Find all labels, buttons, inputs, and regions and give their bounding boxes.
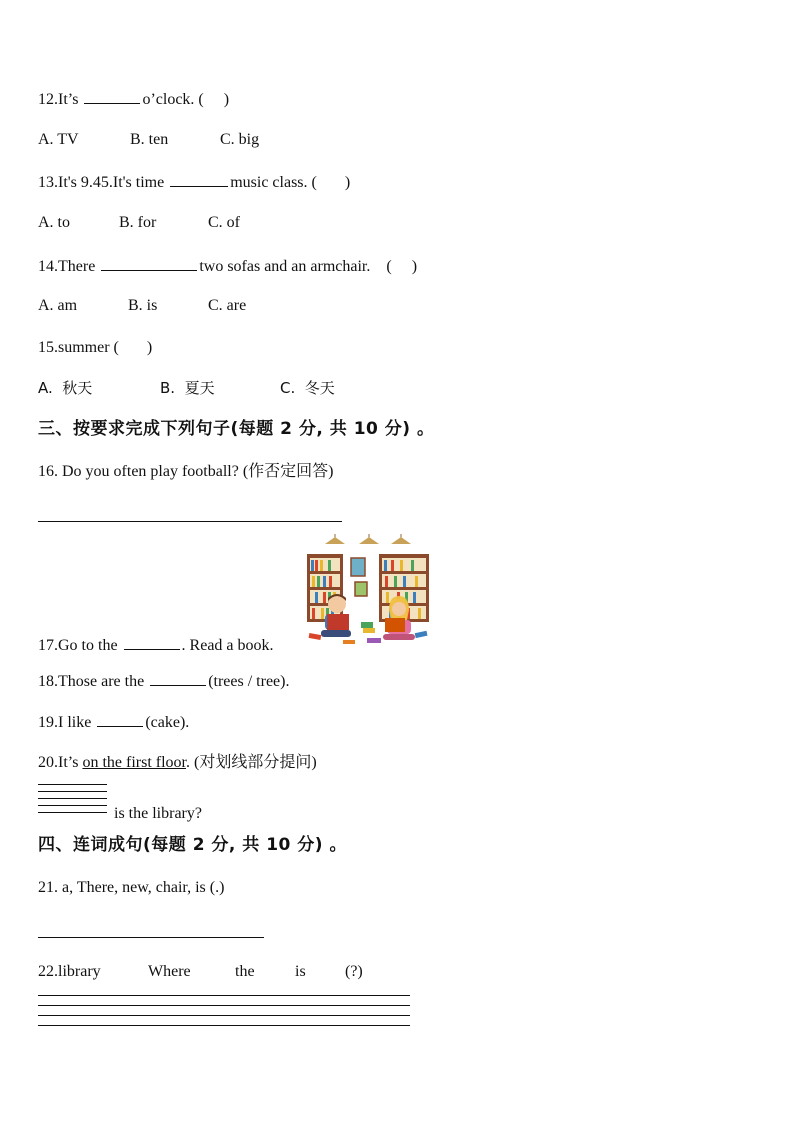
option-c: C. are: [208, 297, 247, 314]
word-card: Where: [148, 963, 191, 980]
answer-line[interactable]: [38, 937, 264, 938]
option-a: A. am: [38, 297, 78, 314]
section-4-heading: 四、连词成句(每题 2 分, 共 10 分) 。: [38, 835, 347, 855]
question-16: 16. Do you often play football? (作否定回答): [38, 463, 334, 480]
word-card: 22.library: [38, 963, 101, 980]
question-20-stem: 20.It’s: [38, 754, 83, 771]
answer-blank[interactable]: [101, 255, 197, 271]
question-20-tail: . (对划线部分提问): [186, 754, 317, 771]
answer-line[interactable]: [38, 784, 107, 785]
lamp-icon: [391, 534, 411, 544]
question-14-stem: 14.There: [38, 258, 100, 275]
question-17: [38, 634, 274, 656]
answer-line[interactable]: [38, 1025, 410, 1026]
question-18-tail: (trees / tree).: [208, 673, 290, 690]
question-14-tail: two sofas and an armchair. ( ): [199, 258, 418, 275]
question-17-tail: . Read a book.: [181, 637, 274, 654]
question-19: [38, 711, 189, 733]
answer-line[interactable]: [38, 805, 107, 806]
option-c: C. of: [208, 214, 240, 231]
word-card: is: [295, 963, 306, 980]
question-14: [38, 255, 417, 277]
section-3-heading: 三、按要求完成下列句子(每题 2 分, 共 10 分) 。: [38, 419, 435, 439]
answer-line[interactable]: [38, 1005, 410, 1006]
option-b: B. 夏天: [160, 379, 215, 397]
question-21: 21. a, There, new, chair, is (.): [38, 879, 225, 896]
question-18: [38, 670, 289, 692]
question-12: [38, 88, 229, 110]
answer-blank[interactable]: [170, 171, 228, 187]
answer-line[interactable]: [38, 521, 342, 522]
option-c: C. big: [220, 131, 260, 148]
question-12-tail: o’clock. ( ): [142, 91, 230, 108]
question-13-tail: music class. ( ): [230, 174, 351, 191]
lamp-icon: [359, 534, 379, 544]
lamp-icon: [325, 534, 345, 544]
question-13: [38, 171, 350, 193]
underlined-phrase: on the first floor: [82, 754, 186, 771]
question-20-answer-tail: is the library?: [114, 805, 202, 822]
answer-line[interactable]: [38, 798, 107, 799]
answer-line[interactable]: [38, 1015, 410, 1016]
answer-blank[interactable]: [150, 670, 206, 686]
question-12-stem: 12.It’s: [38, 91, 83, 108]
question-17-stem: 17.Go to the: [38, 637, 122, 654]
answer-blank[interactable]: [124, 634, 180, 650]
option-b: B. is: [128, 297, 158, 314]
question-19-tail: (cake).: [145, 714, 190, 731]
question-13-stem: 13.It's 9.45.It's time: [38, 174, 169, 191]
word-card: (?): [345, 963, 363, 980]
word-card: the: [235, 963, 255, 980]
question-15: 15.summer ( ): [38, 339, 153, 356]
question-18-stem: 18.Those are the: [38, 673, 149, 690]
question-20: [38, 753, 317, 773]
question-19-stem: 19.I like: [38, 714, 96, 731]
answer-blank[interactable]: [84, 88, 140, 104]
answer-blank[interactable]: [97, 711, 143, 727]
option-a: A. to: [38, 214, 70, 231]
option-b: B. for: [119, 214, 157, 231]
library-reading-illustration: [303, 534, 435, 648]
option-a: A. TV: [38, 131, 79, 148]
option-c: C. 冬天: [280, 379, 335, 397]
answer-line[interactable]: [38, 812, 107, 813]
answer-line[interactable]: [38, 791, 107, 792]
option-a: A. 秋天: [38, 379, 93, 397]
option-b: B. ten: [130, 131, 169, 148]
answer-line[interactable]: [38, 995, 410, 996]
